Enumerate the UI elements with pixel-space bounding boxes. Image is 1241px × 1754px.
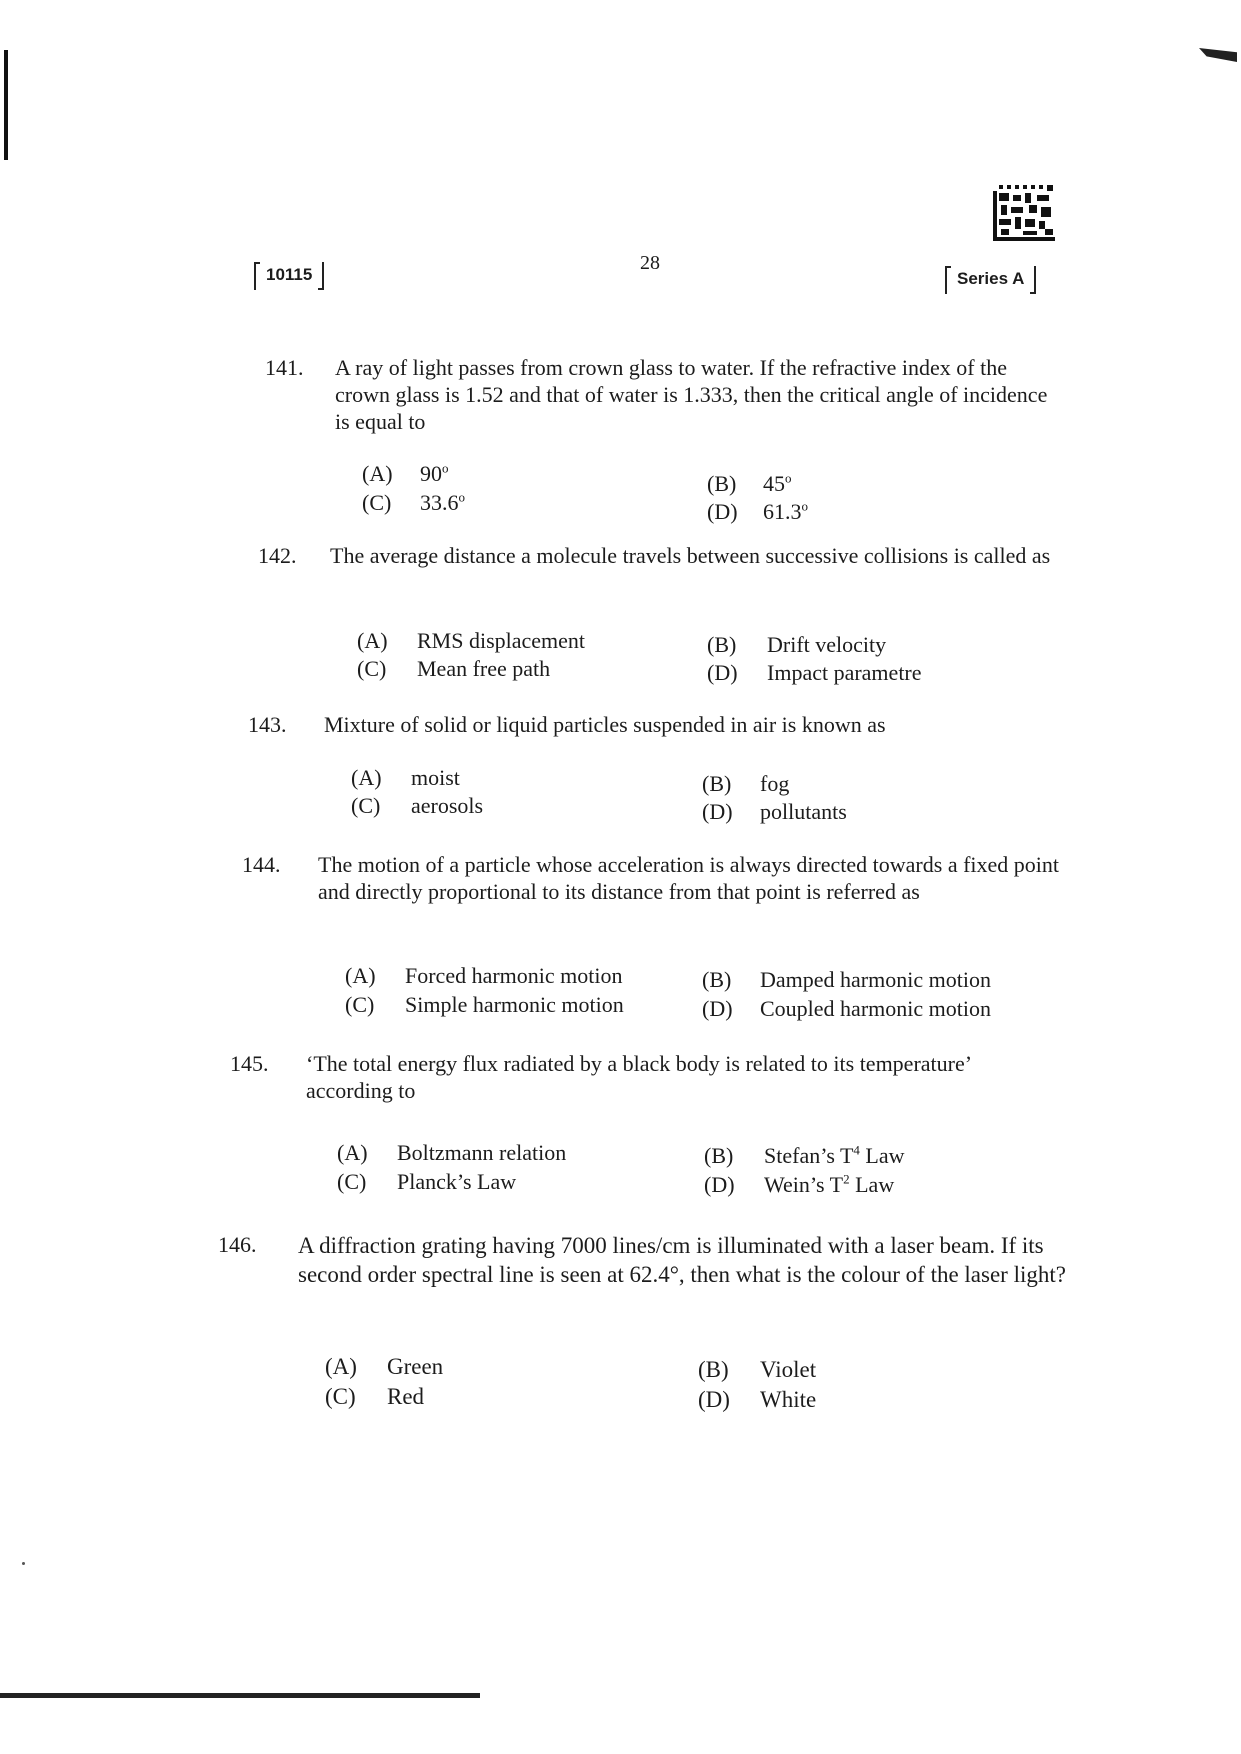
question-number: 145. (230, 1051, 269, 1076)
option-b: (B) Stefan’s $T^4$ Law (704, 1142, 905, 1168)
question-text: A ray of light passes from crown glass to water. If the refractive index of the crown glass is 1.52 and that of water is 1.333, then the critical angle of incidence is equal to (335, 355, 1048, 434)
option-c: (C) aerosols (351, 793, 484, 818)
option-d: (D) Wein’s $T^2$ Law (704, 1171, 895, 1197)
question-text: The average distance a molecule travels between successive collisions is called as (330, 543, 1051, 568)
option-a: (A) Green (325, 1354, 444, 1379)
option-a: (A) RMS displacement (357, 628, 586, 653)
option-a: (A) moist (351, 765, 460, 790)
question-number: 142. (258, 543, 297, 568)
option-c: (C) 33.6$^o$ (362, 489, 465, 515)
scan-speck (22, 1562, 25, 1565)
option-d: (D) White (698, 1387, 817, 1412)
option-b: (B) Violet (698, 1357, 817, 1382)
scan-edge-mark (4, 50, 8, 160)
option-b: (B) Damped harmonic motion (702, 967, 991, 992)
option-d: (D) Coupled harmonic motion (702, 996, 991, 1021)
scan-bottom-mark (0, 1693, 480, 1698)
option-b: (B) 45$^o$ (707, 470, 792, 496)
option-c: (C) Mean free path (357, 656, 551, 681)
option-c: (C) Simple harmonic motion (345, 992, 624, 1017)
option-c: (C) Planck’s Law (337, 1169, 517, 1194)
question-number: 143. (248, 712, 287, 737)
option-a: (A) 90$^o$ (362, 460, 449, 486)
question-number: 144. (242, 852, 281, 877)
page-number: 28 (640, 252, 660, 274)
option-d: (D) 61.3$^o$ (707, 498, 808, 524)
option-d: (D) pollutants (702, 799, 847, 824)
question-text: The motion of a particle whose acceleration is always directed towards a fixed point and directly proportional to its distance from that point is referred as (318, 852, 1060, 904)
option-a: (A) Forced harmonic motion (345, 963, 623, 988)
scan-corner-mark (1199, 48, 1237, 62)
series-label: Series A (945, 266, 1036, 294)
option-b: (B) fog (702, 771, 790, 796)
question-text: ‘The total energy flux radiated by a black body is related to its temperature’ according to (306, 1051, 971, 1103)
option-d: (D) Impact parametre (707, 660, 922, 685)
datamatrix-code (993, 185, 1055, 241)
question-text: A diffraction grating having 7000 lines/cm is illuminated with a laser beam. If its second order spectral line is seen at 62.4°, then what is the colour of the laser light? (298, 1233, 1066, 1287)
option-c: (C) Red (325, 1384, 425, 1409)
question-number: 141. (265, 355, 304, 380)
question-number: 146. (218, 1232, 257, 1257)
paper-code: 10115 (254, 262, 324, 290)
option-a: (A) Boltzmann relation (337, 1140, 567, 1165)
option-b: (B) Drift velocity (707, 632, 887, 657)
question-text: Mixture of solid or liquid particles suspended in air is known as (324, 712, 886, 737)
